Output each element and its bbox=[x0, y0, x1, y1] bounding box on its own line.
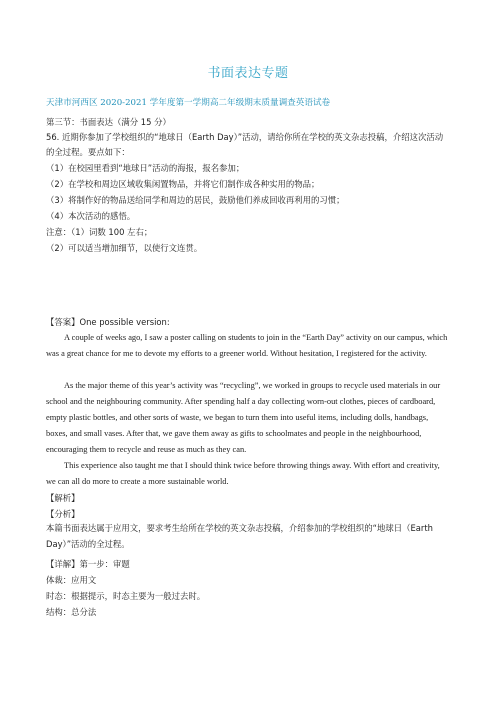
point-4: （4）本次活动的感悟。 bbox=[46, 211, 136, 221]
answer-paragraph-2: As the major theme of this year’s activity was “recycling”, we worked in groups to recycle used materials in our school and the neighbouring community. After spending half a day collecting worn-out clothes, pieces of cardboard, empty plastic bottles, and other sorts of waste, we began to turn them into useful items, including dolls, handbags, boxes, and small vases. After that, we gave them away as gifts to schoolmates and people in the neighbourhood, encouraging them to recycle and reuse as much as they can. bbox=[46, 381, 441, 454]
fenxi-label: 【分析】 bbox=[46, 509, 80, 519]
question-line-2: 的全过程。要点如下： bbox=[46, 147, 130, 157]
point-2: （2）在学校和周边区域收集闲置物品，并将它们制作成各种实用的物品； bbox=[46, 179, 320, 189]
fenxi-text: 本篇书面表达属于应用文，要求考生给所在学校的英文杂志投稿，介绍参加的学校组织的“地球日（Earth Day）”活动的全过程。 bbox=[46, 523, 433, 549]
section-heading: 第三节：书面表达（满分 15 分） bbox=[46, 117, 171, 127]
page-title: 书面表达专题 bbox=[207, 66, 289, 81]
answer-paragraph-1: A couple of weeks ago, I saw a poster calling on students to join in the “Earth Day” activity on our campus, which was a great chance for me to devote my efforts to a greener world. Without hesitation, I registered for the activity. bbox=[46, 333, 448, 358]
exam-source: 天津市河西区 2020-2021 学年度第一学期高二年级期末质量调查英语试卷 bbox=[46, 98, 331, 108]
answer-label: 【答案】One possible version: bbox=[46, 317, 170, 327]
detail-label: 【详解】第一步：审题 bbox=[46, 559, 130, 569]
detail-line-2: 时态：根据提示，时态主要为一般过去时。 bbox=[46, 591, 206, 601]
note-1: 注意：（1）词数 100 左右； bbox=[46, 227, 153, 237]
analysis-label: 【解析】 bbox=[46, 493, 80, 503]
point-3: （3）将制作好的物品送给同学和周边的居民，鼓励他们养成回收再利用的习惯； bbox=[46, 195, 345, 205]
detail-line-1: 体裁：应用文 bbox=[46, 575, 97, 585]
answer-paragraph-3: This experience also taught me that I should think twice before throwing things away. With effort and creativity, we can all do more to create a more sustainable world. bbox=[46, 461, 440, 486]
question-line-1: 56. 近期你参加了学校组织的“地球日（Earth Day）”活动，请给你所在学校的英文杂志投稿，介绍这次活动 bbox=[46, 132, 444, 142]
detail-line-3: 结构：总分法 bbox=[46, 607, 97, 617]
note-2: （2）可以适当增加细节，以使行文连贯。 bbox=[46, 243, 203, 253]
point-1: （1）在校园里看到“地球日”活动的海报，报名参加； bbox=[46, 163, 245, 173]
